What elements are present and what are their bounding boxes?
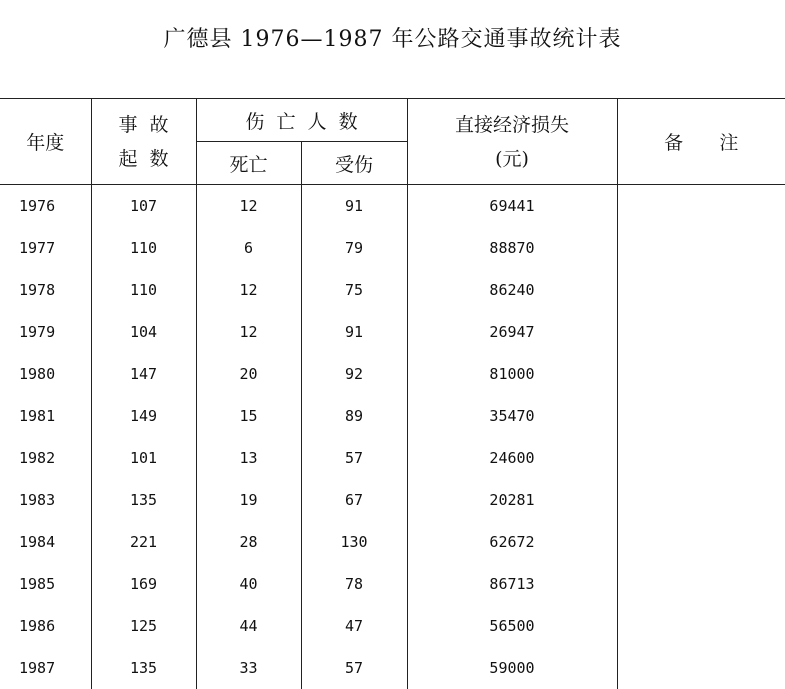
cell-injuries: 92 — [301, 353, 407, 395]
table-header — [0, 99, 785, 185]
cell-deaths: 33 — [196, 647, 301, 689]
table-row — [0, 185, 785, 228]
cell-year: 1986 — [0, 605, 91, 647]
page-title: 广德县 1976—1987 年公路交通事故统计表 — [0, 22, 785, 53]
cell-deaths: 12 — [196, 311, 301, 353]
cell-injuries: 57 — [301, 437, 407, 479]
cell-loss: 62672 — [407, 521, 617, 563]
cell-loss: 86713 — [407, 563, 617, 605]
cell-deaths: 20 — [196, 353, 301, 395]
cell-deaths: 19 — [196, 479, 301, 521]
cell-loss: 59000 — [407, 647, 617, 689]
cell-year: 1982 — [0, 437, 91, 479]
table-row — [0, 227, 785, 269]
cell-deaths: 12 — [196, 269, 301, 311]
cell-year: 1977 — [0, 227, 91, 269]
cell-loss: 56500 — [407, 605, 617, 647]
cell-year: 1985 — [0, 563, 91, 605]
header-injuries: 受伤 — [301, 142, 407, 185]
statistics-table — [0, 98, 785, 689]
header-loss-line2: (元) — [408, 142, 617, 176]
cell-loss: 81000 — [407, 353, 617, 395]
cell-injuries: 78 — [301, 563, 407, 605]
cell-deaths: 28 — [196, 521, 301, 563]
table-row — [0, 479, 785, 521]
cell-accidents: 125 — [91, 605, 196, 647]
cell-accidents: 147 — [91, 353, 196, 395]
table-row — [0, 647, 785, 689]
cell-note — [617, 647, 785, 689]
cell-accidents: 107 — [91, 185, 196, 228]
cell-year: 1983 — [0, 479, 91, 521]
cell-accidents: 149 — [91, 395, 196, 437]
cell-year: 1980 — [0, 353, 91, 395]
cell-deaths: 12 — [196, 185, 301, 228]
header-loss-line1: 直接经济损失 — [408, 108, 617, 142]
cell-loss: 26947 — [407, 311, 617, 353]
cell-note — [617, 227, 785, 269]
cell-deaths: 6 — [196, 227, 301, 269]
cell-loss: 86240 — [407, 269, 617, 311]
cell-loss: 24600 — [407, 437, 617, 479]
cell-accidents: 169 — [91, 563, 196, 605]
cell-accidents: 135 — [91, 479, 196, 521]
cell-loss: 88870 — [407, 227, 617, 269]
table-row — [0, 269, 785, 311]
table-row — [0, 605, 785, 647]
cell-note — [617, 269, 785, 311]
cell-injuries: 91 — [301, 311, 407, 353]
cell-note — [617, 395, 785, 437]
cell-injuries: 89 — [301, 395, 407, 437]
cell-accidents: 101 — [91, 437, 196, 479]
cell-year: 1978 — [0, 269, 91, 311]
header-year: 年度 — [0, 99, 91, 185]
header-accidents-line2: 起 数 — [92, 142, 196, 176]
cell-injuries: 75 — [301, 269, 407, 311]
cell-injuries: 57 — [301, 647, 407, 689]
header-notes: 备 注 — [617, 99, 785, 185]
header-accidents — [91, 99, 196, 185]
cell-accidents: 135 — [91, 647, 196, 689]
table-row — [0, 521, 785, 563]
cell-injuries: 47 — [301, 605, 407, 647]
header-deaths: 死亡 — [196, 142, 301, 185]
cell-note — [617, 563, 785, 605]
cell-deaths: 15 — [196, 395, 301, 437]
table-body — [0, 185, 785, 689]
cell-note — [617, 605, 785, 647]
table-row — [0, 395, 785, 437]
cell-loss: 69441 — [407, 185, 617, 228]
header-casualties: 伤 亡 人 数 — [196, 99, 407, 142]
cell-note — [617, 353, 785, 395]
header-accidents-line1: 事 故 — [92, 108, 196, 142]
cell-injuries: 91 — [301, 185, 407, 228]
cell-loss: 20281 — [407, 479, 617, 521]
cell-loss: 35470 — [407, 395, 617, 437]
cell-deaths: 40 — [196, 563, 301, 605]
table-row — [0, 353, 785, 395]
cell-deaths: 44 — [196, 605, 301, 647]
cell-injuries: 79 — [301, 227, 407, 269]
cell-year: 1984 — [0, 521, 91, 563]
cell-note — [617, 185, 785, 228]
table-row — [0, 311, 785, 353]
cell-note — [617, 521, 785, 563]
cell-note — [617, 311, 785, 353]
cell-accidents: 104 — [91, 311, 196, 353]
cell-accidents: 221 — [91, 521, 196, 563]
header-loss — [407, 99, 617, 185]
cell-year: 1979 — [0, 311, 91, 353]
cell-note — [617, 479, 785, 521]
table-row — [0, 563, 785, 605]
cell-injuries: 130 — [301, 521, 407, 563]
cell-deaths: 13 — [196, 437, 301, 479]
cell-injuries: 67 — [301, 479, 407, 521]
cell-year: 1976 — [0, 185, 91, 228]
table-row — [0, 437, 785, 479]
cell-year: 1987 — [0, 647, 91, 689]
cell-year: 1981 — [0, 395, 91, 437]
cell-accidents: 110 — [91, 227, 196, 269]
cell-note — [617, 437, 785, 479]
cell-accidents: 110 — [91, 269, 196, 311]
